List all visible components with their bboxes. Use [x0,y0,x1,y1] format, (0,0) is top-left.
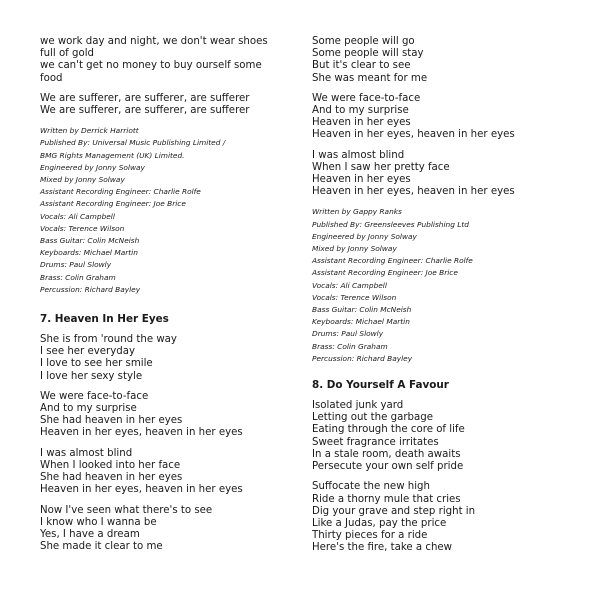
lyric-stanza [312,36,584,85]
credit-line: Keyboards: Michael Martin [312,317,410,327]
lyric-line: Heaven in her eyes, heaven in her eyes [312,129,515,141]
lyric-stanza [40,448,290,497]
lyric-line: She was meant for me [312,72,428,84]
lyric-line: Now I've seen what there's to see [40,504,213,516]
lyric-stanza [312,93,584,142]
lyric-line: Heaven in her eyes, heaven in her eyes [40,427,243,439]
credit-line: Assistant Recording Engineer: Charlie Rolfe [40,187,201,197]
credits-block [312,206,584,365]
lyric-line: Isolated junk yard [312,400,404,412]
lyric-line: Ride a thorny mule that cries [312,493,461,505]
intro-lyrics [312,36,584,198]
credit-line: Percussion: Richard Bayley [40,284,141,294]
lyric-line: Some people will go [312,36,415,47]
lyric-line: But it's clear to see [312,60,411,72]
credit-line: Assistant Recording Engineer: Charlie Rolfe [312,256,473,266]
song-title: 7. Heaven In Her Eyes [40,313,169,326]
lyric-line: We were face-to-face [312,92,421,104]
lyric-line: She had heaven in her eyes [40,415,183,427]
credit-line: Drums: Paul Slowly [312,329,384,339]
lyric-line: She made it clear to me [40,541,163,553]
lyric-stanza [40,93,290,117]
credit-line: Vocals: Ali Campbell [312,280,387,290]
lyric-line: Yes, I have a dream [40,528,140,540]
lyric-line: Heaven in her eyes, heaven in her eyes [312,186,515,198]
song-lyrics [40,334,290,553]
lyric-stanza [40,334,290,383]
lyric-line: I see her everyday [40,346,135,358]
lyric-line: Heaven in her eyes [312,174,411,186]
lyric-line: We are sufferer, are sufferer, are sufferer [40,92,250,104]
credit-line: Mixed by Jonny Solway [312,244,397,254]
lyric-line: Suffocate the new high [312,481,430,493]
lyric-line: And to my surprise [40,403,137,415]
intro-lyrics [40,36,290,117]
lyric-line: Heaven in her eyes [312,117,411,129]
credit-line: BMG Rights Management (UK) Limited. [40,150,185,160]
lyric-line: Dig your grave and step right in [312,505,476,517]
credit-line: Engineered by Jonny Solway [40,162,145,172]
lyric-line: Sweet fragrance irritates [312,436,439,448]
credit-line: Brass: Colin Graham [40,272,116,282]
credit-line: Published By: Universal Music Publishing Limited / [40,138,226,148]
credit-line: Bass Guitar: Colin McNeish [40,236,140,246]
song-lyrics [312,400,584,554]
lyric-stanza [312,150,584,199]
credit-line: Vocals: Terence Wilson [40,223,125,233]
lyric-line: Letting out the garbage [312,412,433,424]
lyric-line: Like a Judas, pay the price [312,517,447,529]
lyric-line: Persecute your own self pride [312,461,464,473]
lyric-line: we work day and night, we don't wear shoes [40,36,268,47]
lyric-line: We were face-to-face [40,390,149,402]
lyric-line: I love her sexy style [40,370,143,382]
lyric-stanza [312,400,584,473]
song-title: 8. Do Yourself A Favour [312,379,449,392]
credits-block [40,125,290,296]
lyric-line: food [40,72,63,84]
lyric-line: Eating through the core of life [312,424,465,436]
lyric-line: When I saw her pretty face [312,161,450,173]
lyric-stanza [40,391,290,440]
lyric-line: And to my surprise [312,105,409,117]
lyric-line: Here's the fire, take a chew [312,542,453,554]
lyric-line: When I looked into her face [40,459,181,471]
credit-line: Brass: Colin Graham [312,341,388,351]
credit-line: Bass Guitar: Colin McNeish [312,305,412,315]
lyric-line: She is from 'round the way [40,334,177,346]
credit-line: Keyboards: Michael Martin [40,248,138,258]
lyric-line: I was almost blind [40,447,133,459]
lyric-line: Thirty pieces for a ride [312,530,428,542]
lyric-line: We are sufferer, are sufferer, are sufferer [40,105,250,117]
credit-line: Vocals: Terence Wilson [312,292,397,302]
credit-line: Written by Gappy Ranks [312,207,402,217]
credit-line: Percussion: Richard Bayley [312,353,413,363]
credit-line: Published By: Greensleeves Publishing Ltd [312,219,469,229]
lyric-line: She had heaven in her eyes [40,472,183,484]
credit-line: Mixed by Jonny Solway [40,175,125,185]
credit-line: Vocals: Ali Campbell [40,211,115,221]
lyric-stanza [40,36,290,85]
lyric-line: I was almost blind [312,149,405,161]
lyric-line: Some people will stay [312,48,424,60]
right-column [312,36,584,563]
credit-line: Written by Derrick Harriott [40,126,139,136]
credit-line: Drums: Paul Slowly [40,260,112,270]
lyric-line: I know who I wanna be [40,516,157,528]
credit-line: Assistant Recording Engineer: Joe Brice [312,268,458,278]
left-column [40,36,290,561]
lyric-stanza [312,481,584,554]
lyric-line: full of gold [40,48,94,60]
lyric-line: I love to see her smile [40,358,153,370]
lyric-line: Heaven in her eyes, heaven in her eyes [40,484,243,496]
lyric-line: In a stale room, death awaits [312,448,461,460]
lyric-line: we can't get no money to buy ourself some [40,60,262,72]
lyric-stanza [40,505,290,554]
credit-line: Engineered by Jonny Solway [312,231,417,241]
credit-line: Assistant Recording Engineer: Joe Brice [40,199,186,209]
